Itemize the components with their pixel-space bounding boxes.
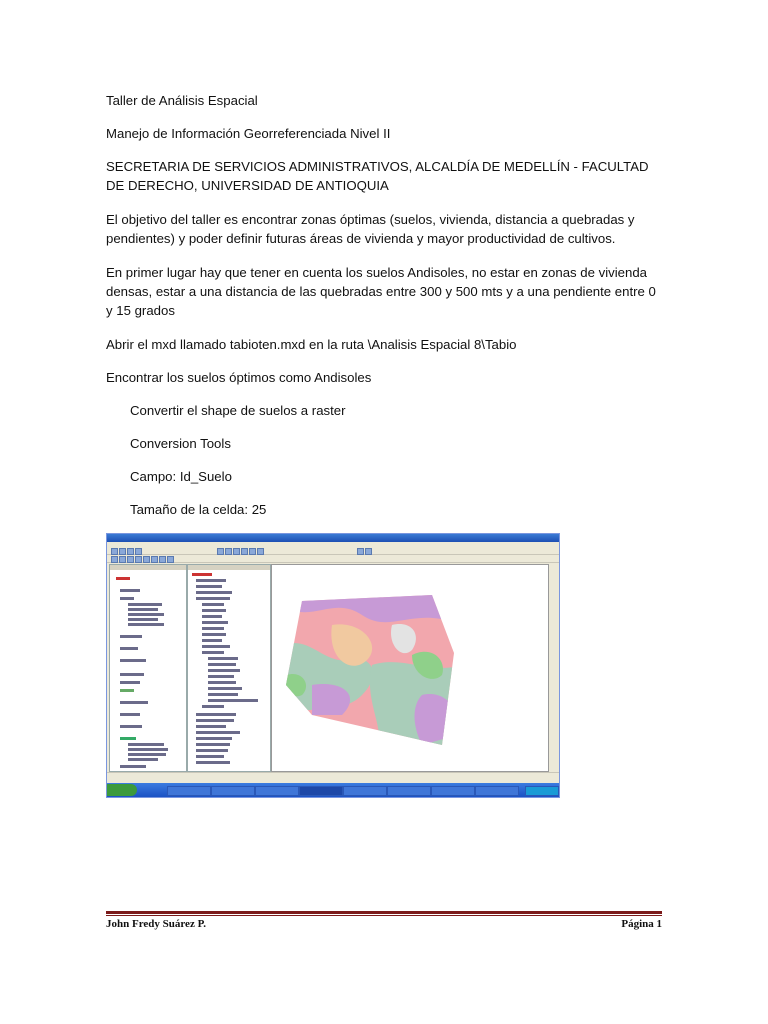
soil-zone: [415, 694, 458, 745]
screenshot-statusbar: [107, 772, 559, 783]
step-item: Campo: Id_Suelo: [130, 469, 232, 484]
screenshot-toolbar: [107, 547, 559, 555]
arcmap-screenshot: [106, 533, 560, 798]
soil-raster-map: [272, 565, 548, 771]
document-subtitle: Manejo de Información Georreferenciada Nivel II: [106, 126, 391, 141]
screenshot-titlebar: [107, 534, 559, 542]
footer-author: John Fredy Suárez P.: [106, 918, 207, 930]
screenshot-toolbox-panel: [187, 564, 271, 772]
open-mxd-paragraph: Abrir el mxd llamado tabioten.mxd en la ruta \Analisis Espacial 8\Tabio: [106, 337, 517, 352]
footer-rule: [106, 911, 662, 914]
screenshot-map-view: [271, 564, 549, 772]
step-item: Convertir el shape de suelos a raster: [130, 403, 346, 418]
screenshot-start-button: [107, 784, 137, 796]
page-number: Página 1: [621, 918, 662, 930]
first-step-paragraph: En primer lugar hay que tener en cuenta los suelos Andisoles, no estar en zonas de vivienda densas, estar a una distancia de las quebradas entre 300 y 500 mts y a una pendiente entre 0 y 15 grados: [106, 265, 656, 318]
step-item: Tamaño de la celda: 25: [130, 502, 267, 517]
step-item: Conversion Tools: [130, 436, 231, 451]
screenshot-taskbar: [107, 783, 559, 797]
objective-paragraph: El objetivo del taller es encontrar zonas óptimas (suelos, vivienda, distancia a quebradas y pendientes) y poder definir futuras áreas de vivienda y mayor productividad de cultivos.: [106, 212, 635, 246]
find-soils-paragraph: Encontrar los suelos óptimos como Andisoles: [106, 370, 372, 385]
footer-rule-thin: [106, 915, 662, 916]
screenshot-toolbar-2: [107, 555, 559, 563]
screenshot-toc-panel: [109, 564, 187, 772]
institution-heading: SECRETARIA DE SERVICIOS ADMINISTRATIVOS, ALCALDÍA DE MEDELLÍN - FACULTAD DE DERECHO, UNIVERSIDAD DE ANTIOQUIA: [106, 159, 649, 193]
document-title: Taller de Análisis Espacial: [106, 93, 258, 108]
